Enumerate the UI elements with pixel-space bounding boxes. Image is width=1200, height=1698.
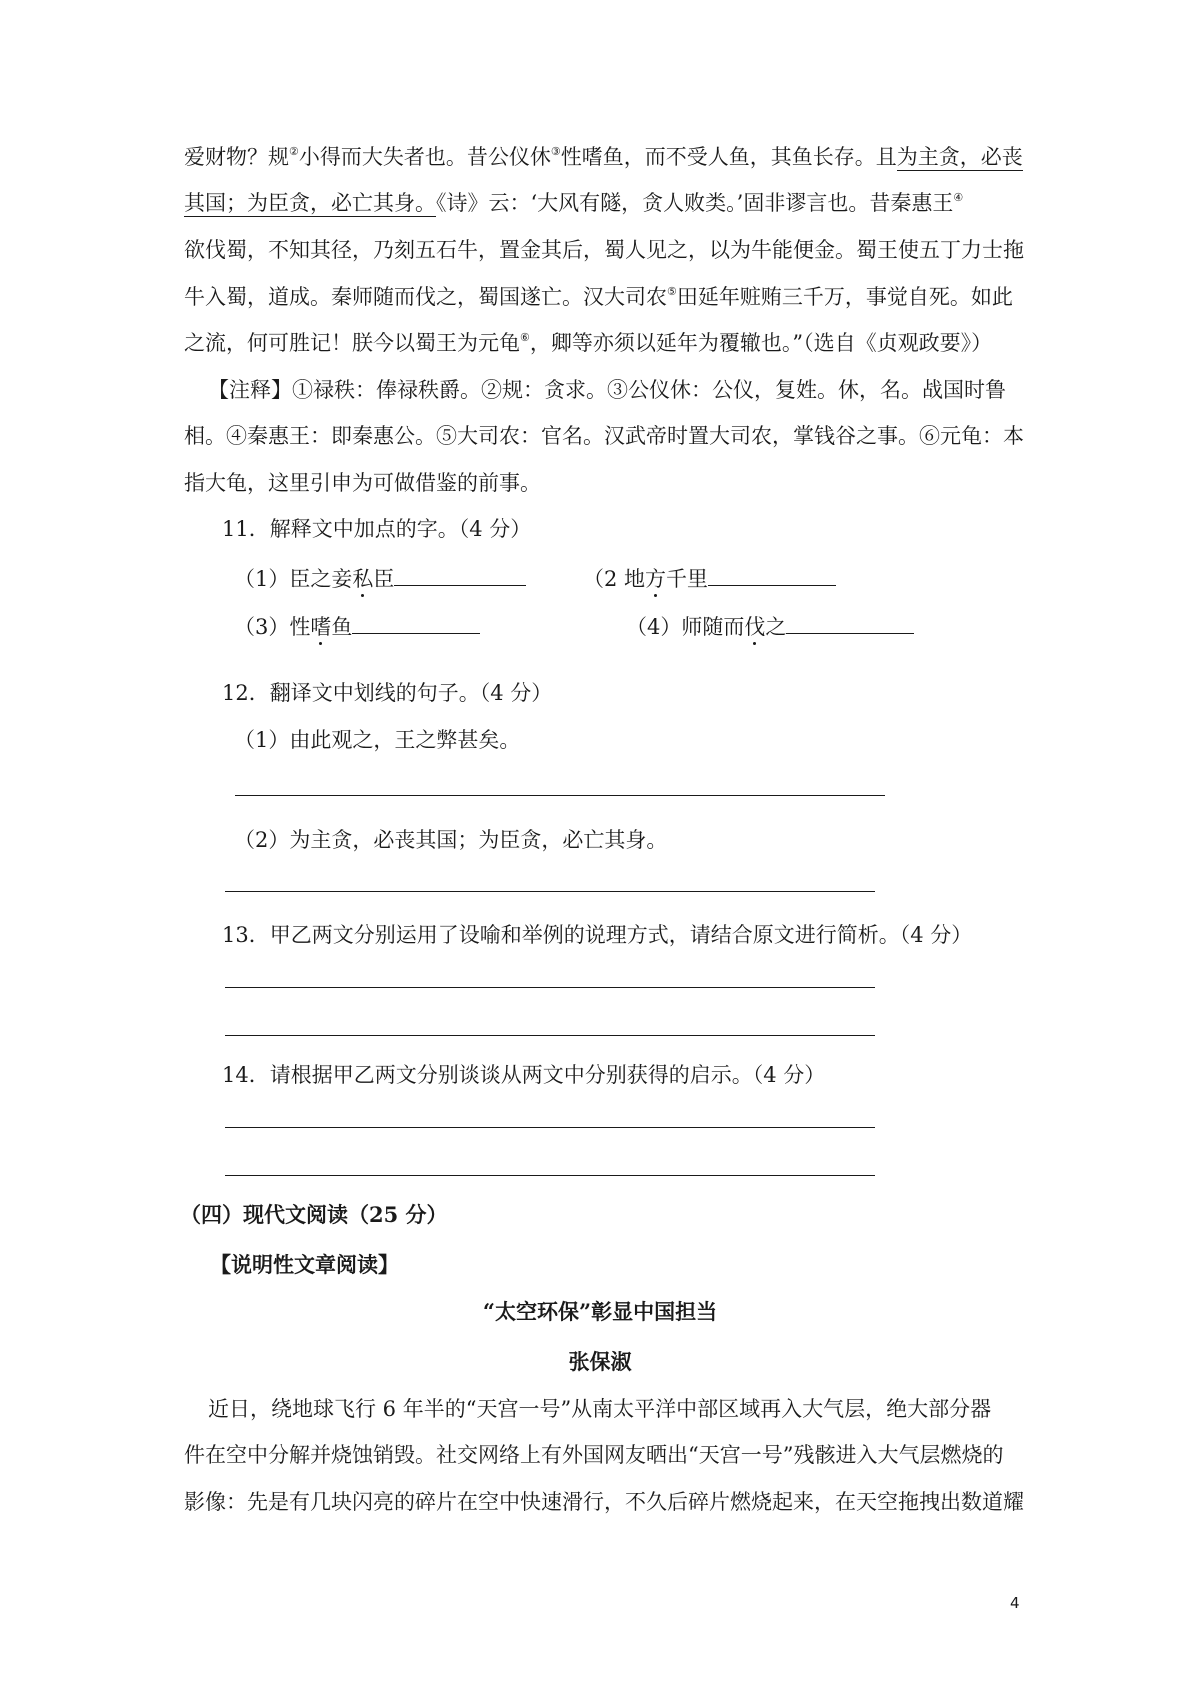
notes-line-2: 相。④秦惠王：即秦惠公。⑤大司农：官名。汉武帝时置大司农，掌钱谷之事。⑥元龟：本 — [184, 424, 1024, 448]
article-author: 张保淑 — [568, 1349, 632, 1374]
footnote-mark-2: ② — [289, 145, 299, 158]
answer-blank[interactable] — [708, 563, 836, 586]
question-11-item-1: （1）臣之妾私臣 — [234, 563, 534, 593]
question-11-item-3: （3）性嗜鱼 — [234, 611, 494, 641]
passage-line-5: 之流，何可胜记！朕今以蜀王为元龟⑥，卿等亦须以延年为覆辙也。”（选自《贞观政要》） — [184, 331, 993, 355]
passage-line-2: 其国；为臣贪，必亡其身。《诗》云：‘大风有隧，贪人败类。’固非谬言也。昔秦惠王④ — [184, 191, 964, 215]
notes-line-1: 【注释】①禄秩：俸禄秩爵。②规：贪求。③公仪休：公仪，复姓。休，名。战国时鲁 — [208, 378, 1006, 402]
answer-line[interactable] — [225, 1035, 875, 1036]
answer-line[interactable] — [235, 795, 885, 796]
footnote-mark-6: ⑥ — [520, 331, 530, 344]
question-12-item-1: （1）由此观之，王之弊甚矣。 — [234, 728, 521, 752]
passage-line-3: 欲伐蜀，不知其径，乃刻五石牛，置金其后，蜀人见之，以为牛能便金。蜀王使五丁力士拖 — [184, 238, 1024, 262]
footnote-mark-3: ③ — [550, 145, 561, 158]
underlined-sentence: 其国；为臣贪，必亡其身。 — [184, 191, 436, 215]
answer-blank[interactable] — [394, 563, 526, 586]
dotted-char: 方 — [645, 567, 667, 591]
question-12-item-2: （2）为主贪，必丧其国；为臣贪，必亡其身。 — [234, 828, 668, 852]
article-para-line-3: 影像：先是有几块闪亮的碎片在空中快速滑行，不久后碎片燃烧起来，在天空拖拽出数道耀 — [184, 1490, 1024, 1514]
answer-line[interactable] — [225, 891, 875, 892]
dotted-char: 伐 — [744, 615, 766, 639]
footnote-mark-5: ⑤ — [667, 285, 677, 298]
answer-line[interactable] — [225, 1127, 875, 1128]
question-11-item-4: （4）师随而伐之 — [626, 611, 926, 641]
article-title: “太空环保”彰显中国担当 — [482, 1299, 718, 1324]
underlined-sentence: 为主贪，必丧 — [896, 145, 1023, 169]
section-subheading: 【说明性文章阅读】 — [210, 1252, 399, 1277]
question-11-item-2: （2 地方千里 — [583, 563, 843, 593]
article-para-line-1: 近日，绕地球飞行 6 年半的“天宫一号”从南太平洋中部区域再入大气层，绝大部分器 — [208, 1397, 992, 1421]
answer-line[interactable] — [225, 1175, 875, 1176]
question-11-stem: 11．解释文中加点的字。（4 分） — [222, 517, 532, 541]
passage-line-1: 爱财物？规②小得而大失者也。昔公仪休③性嗜鱼，而不受人鱼，其鱼长存。且为主贪，必丧 — [184, 145, 1023, 169]
notes-line-3: 指大龟，这里引申为可做借鉴的前事。 — [184, 471, 541, 495]
article-para-line-2: 件在空中分解并烧蚀销毁。社交网络上有外国网友晒出“天宫一号”残骸进入大气层燃烧的 — [184, 1443, 1004, 1467]
page-number: 4 — [1010, 1594, 1020, 1612]
section-heading: （四）现代文阅读（25 分） — [180, 1202, 448, 1227]
dotted-char: 私 — [352, 567, 374, 591]
question-13-stem: 13．甲乙两文分别运用了设喻和举例的说理方式，请结合原文进行简析。（4 分） — [222, 923, 973, 947]
footnote-mark-4: ④ — [953, 191, 964, 204]
passage-line-4: 牛入蜀，道成。秦师随而伐之，蜀国遂亡。汉大司农⑤田延年赃贿三千万，事觉自死。如此 — [184, 285, 1013, 309]
answer-blank[interactable] — [352, 611, 480, 634]
answer-line[interactable] — [225, 987, 875, 988]
question-12-stem: 12．翻译文中划线的句子。（4 分） — [222, 681, 553, 705]
answer-blank[interactable] — [786, 611, 914, 634]
dotted-char: 嗜 — [310, 615, 332, 639]
question-14-stem: 14．请根据甲乙两文分别谈谈从两文中分别获得的启示。（4 分） — [222, 1063, 826, 1087]
